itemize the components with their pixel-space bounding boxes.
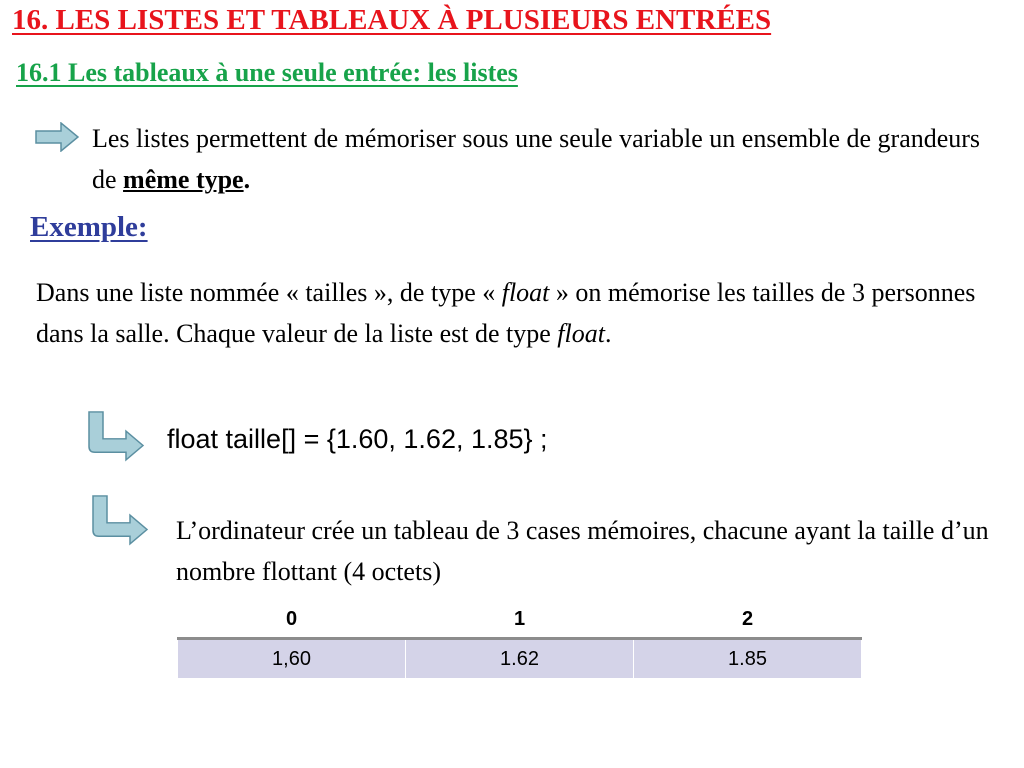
index-header: 2: [634, 601, 862, 639]
example-text-part: Dans une liste nommée « tailles », de type «: [36, 278, 502, 307]
memory-explanation: L’ordinateur crée un tableau de 3 cases mémoires, chacune ayant la taille d’un nombre flottant (4 octets): [176, 516, 989, 586]
slide-title: 16. LES LISTES ET TABLEAUX À PLUSIEURS ENTRÉES: [12, 4, 772, 36]
bent-arrow-icon: [86, 410, 146, 462]
memory-table: [177, 601, 862, 678]
value-cell: 1,60: [178, 639, 406, 679]
index-header: 1: [406, 601, 634, 639]
intro-emphasis: même type: [123, 165, 244, 194]
code-declaration: float taille[] = {1.60, 1.62, 1.85} ;: [167, 424, 548, 454]
bent-arrow-icon: [90, 494, 150, 546]
example-heading: Exemple:: [30, 211, 148, 243]
table-row: [178, 639, 862, 679]
example-text-part: » on mémorise les tailles de 3 personnes dans la salle. Chaque valeur de la liste est de type: [36, 278, 976, 348]
value-cell: 1.85: [634, 639, 862, 679]
section-subtitle: 16.1 Les tableaux à une seule entrée: les listes: [16, 58, 518, 87]
intro-text: Les listes permettent de mémoriser sous une seule variable un ensemble de grandeurs de: [92, 124, 981, 194]
intro-period: .: [243, 165, 251, 194]
example-paragraph: [36, 272, 976, 354]
index-header: 0: [178, 601, 406, 639]
right-arrow-icon: [35, 122, 79, 152]
intro-paragraph: [92, 118, 992, 200]
example-type-float: float: [501, 278, 550, 307]
example-text-end: .: [604, 319, 612, 348]
value-cell: 1.62: [406, 639, 634, 679]
example-type-float: float: [557, 319, 605, 348]
table-header-row: [178, 601, 862, 639]
